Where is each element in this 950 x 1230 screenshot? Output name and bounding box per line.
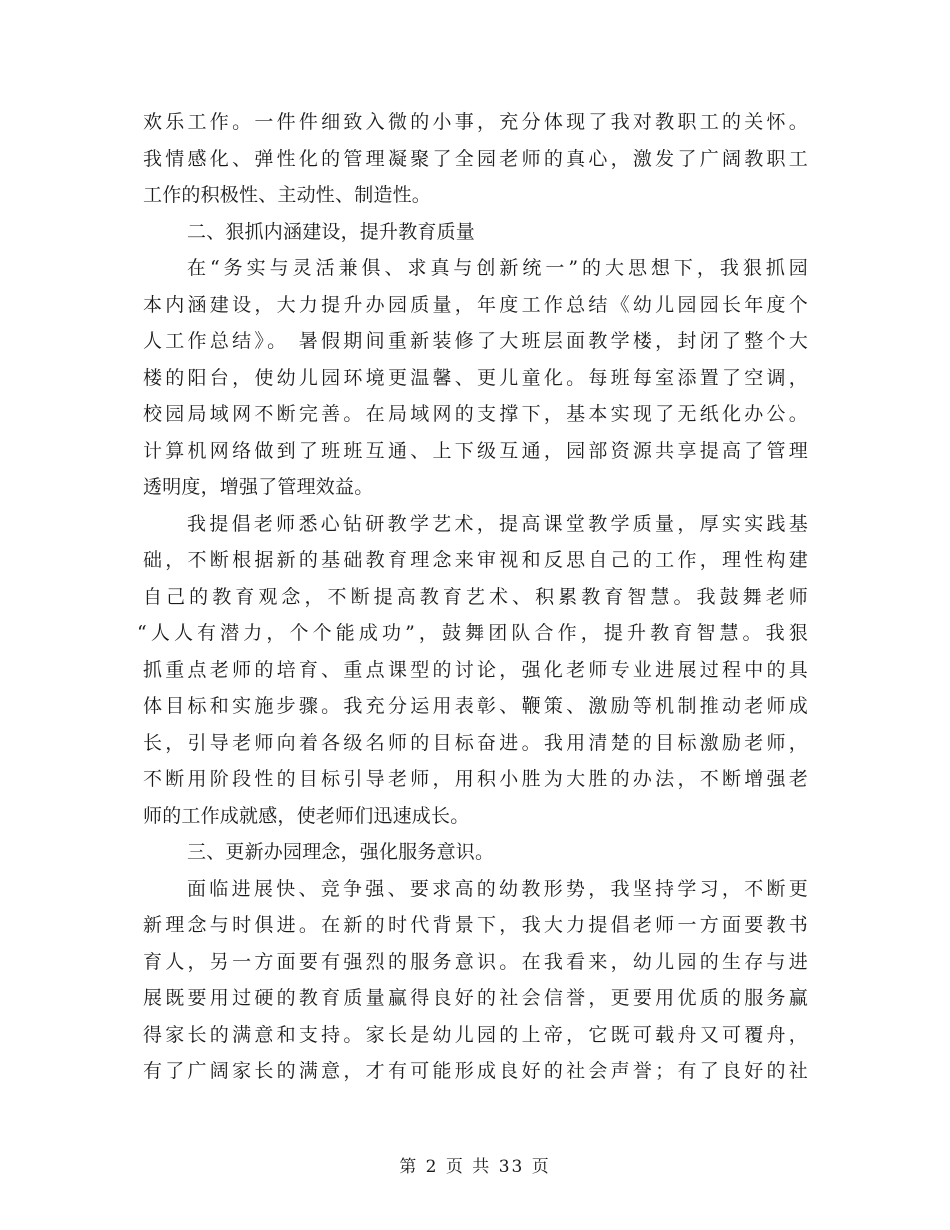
text-line: 在“务实与灵活兼俱、求真与创新统一”的大思想下，我狠抓园	[187, 257, 808, 279]
page-number-label: 第 2 页 共 33 页	[399, 1157, 551, 1177]
text-line: 校园局域网不断完善。在局域网的支撑下，基本实现了无纸化办公。	[143, 403, 808, 425]
text-line: 楼的阳台，使幼儿园环境更温馨、更儿童化。每班每室添置了空调，	[143, 366, 808, 389]
text-line: 欢乐工作。一件件细致入微的小事，充分体现了我对教职工的关怀。	[143, 111, 808, 133]
text-line: 师的工作成就感，使老师们迅速成长。	[143, 804, 470, 827]
text-line: 新理念与时俱进。在新的时代背景下，我大力提倡老师一方面要教书	[143, 914, 808, 936]
text-line: 育人，另一方面要有强烈的服务意识。在我看来，幼儿园的生存与进	[143, 950, 808, 973]
text-line: 础，不断根据新的基础教育理念来审视和反思自己的工作，理性构建	[143, 549, 808, 571]
text-line: “人人有潜力，个个能成功”，鼓舞团队合作，提升教育智慧。我狠	[137, 622, 808, 644]
text-line: 透明度，增强了管理效益。	[143, 476, 374, 498]
text-line: 计算机网络做到了班班互通、上下级互通，园部资源共享提高了管理	[143, 439, 808, 462]
page-footer	[0, 1152, 950, 1177]
document-body	[137, 104, 808, 1090]
text-line: 得家长的满意和支持。家长是幼儿园的上帝，它既可载舟又可覆舟，	[143, 1023, 808, 1046]
text-line: 二、狠抓内涵建设，提升教育质量	[187, 220, 476, 243]
text-line: 抓重点老师的培育、重点课型的讨论，强化老师专业进展过程中的具	[143, 658, 808, 681]
text-line: 面临进展快、竞争强、要求高的幼教形势，我坚持学习，不断更	[187, 877, 808, 900]
text-line: 我情感化、弹性化的管理凝聚了全园老师的真心，激发了广阔教职工	[143, 147, 808, 170]
text-line: 本内涵建设，大力提升办园质量，年度工作总结《幼儿园园长年度个	[143, 293, 808, 316]
text-line: 工作的积极性、主动性、制造性。	[143, 184, 432, 206]
text-line: 长，引导老师向着各级名师的目标奋进。我用清楚的目标激励老师，	[143, 731, 808, 754]
text-line: 自己的教育观念，不断提高教育艺术、积累教育智慧。我鼓舞老师	[143, 585, 808, 608]
text-line: 有了广阔家长的满意，才有可能形成良好的社会声誉；有了良好的社	[143, 1060, 808, 1082]
text-line: 体目标和实施步骤。我充分运用表彰、鞭策、激励等机制推动老师成	[143, 695, 808, 717]
text-line: 展既要用过硬的教育质量赢得良好的社会信誉，更要用优质的服务赢	[143, 987, 808, 1009]
text-line: 我提倡老师悉心钻研教学艺术，提高课堂教学质量，厚实实践基	[187, 512, 808, 535]
text-line: 不断用阶段性的目标引导老师，用积小胜为大胜的办法，不断增强老	[143, 768, 808, 790]
text-line: 人工作总结》。 暑假期间重新装修了大班层面教学楼，封闭了整个大	[143, 330, 808, 352]
text-line: 三、更新办园理念，强化服务意识。	[187, 841, 495, 863]
